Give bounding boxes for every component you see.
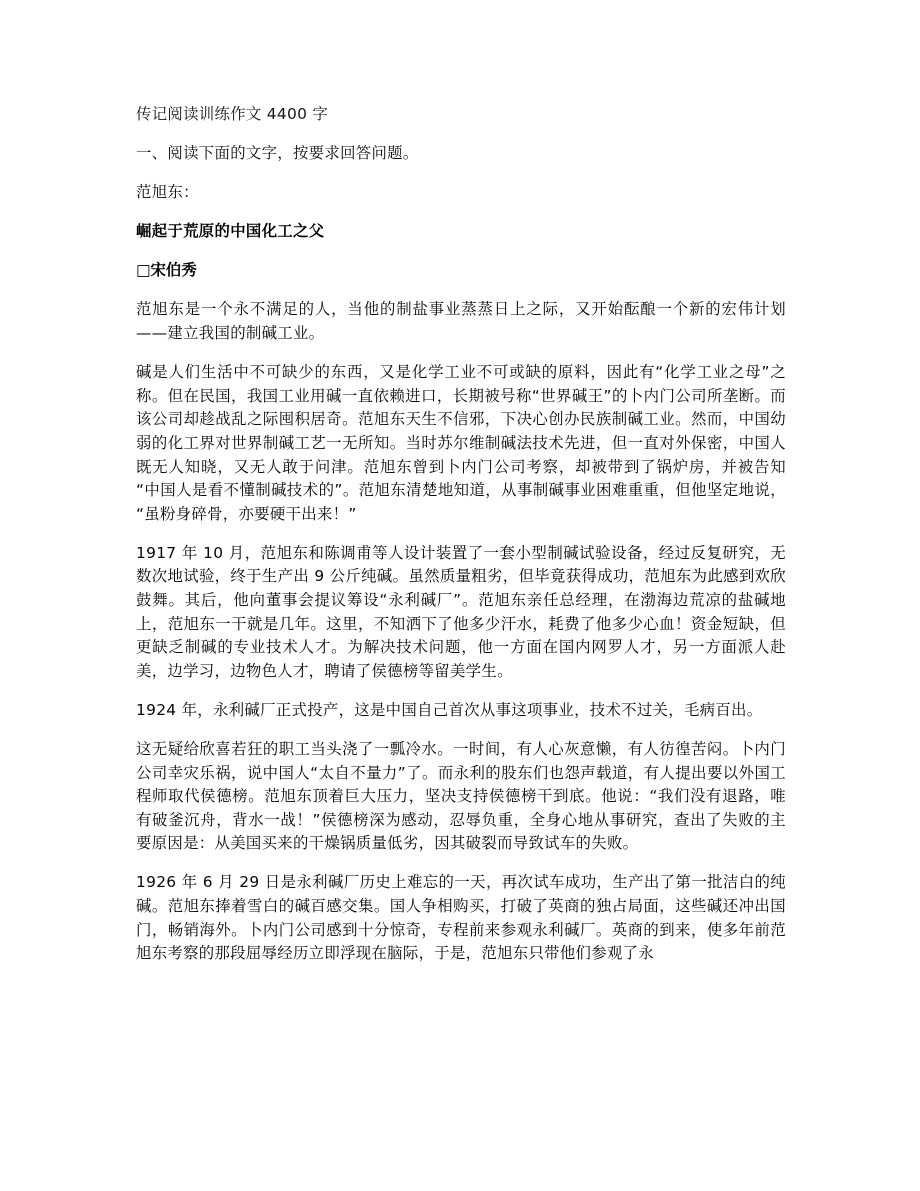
- section-heading: 一、阅读下面的文字，按要求回答问题。: [136, 144, 419, 163]
- document-text-column: [136, 103, 786, 966]
- subject-name: 范旭东：: [136, 183, 199, 202]
- body-paragraph-4: 1924 年，永利碱厂正式投产，这是中国自己首次从事这项事业，技术不过关，毛病百出。: [136, 700, 763, 719]
- body-paragraph-3: 1917 年 10 月，范旭东和陈调甫等人设计装置了一套小型制碱试验设备，经过反复研究，无数次地试验，终于生产出 9 公斤纯碱。虽然质量粗劣，但毕竟获得成功，范旭东为此感到欢欣鼓舞。其后，他向董事会提议筹设“永利碱厂”。范旭东亲任总经理，在渤海边荒凉的盐碱地上，范旭东一干就是几年。这里，不知洒下了他多少汗水，耗费了他多少心血！资金短缺，但更缺乏制碱的专业技术人才。为解决技术问题，他一方面在国内网罗人才，另一方面派人赴美，边学习，边物色人才，聘请了侯德榜等留美学生。: [136, 543, 786, 680]
- body-paragraph-1: 范旭东是一个永不满足的人，当他的制盐事业蒸蒸日上之际，又开始酝酿一个新的宏伟计划——建立我国的制碱工业。: [136, 300, 786, 343]
- body-paragraph-2: 碱是人们生活中不可缺少的东西，又是化学工业不可或缺的原料，因此有“化学工业之母”之称。但在民国，我国工业用碱一直依赖进口，长期被号称“世界碱王”的卜内门公司所垄断。而该公司却趁战乱之际囤积居奇。范旭东天生不信邪，下决心创办民族制碱工业。然而，中国幼弱的化工界对世界制碱工艺一无所知。当时苏尔维制碱法技术先进，但一直对外保密，中国人既无人知晓，又无人敢于问津。范旭东曾到卜内门公司考察，却被带到了锅炉房，并被告知“中国人是看不懂制碱技术的”。范旭东清楚地知道，从事制碱事业困难重重，但他坚定地说，“虽粉身碎骨，亦要硬干出来！”: [136, 363, 786, 523]
- article-title: 崛起于荒原的中国化工之父: [136, 222, 325, 241]
- body-paragraph-6: 1926 年 6 月 29 日是永利碱厂历史上难忘的一天，再次试车成功，生产出了第一批洁白的纯碱。范旭东捧着雪白的碱百感交集。国人争相购买，打破了英商的独占局面，这些碱还冲出国门，畅销海外。卜内门公司感到十分惊奇，专程前来参观永利碱厂。英商的到来，使多年前范旭东考察的那段屈辱经历立即浮现在脑际，于是，范旭东只带他们参观了永: [136, 873, 786, 963]
- document-title: 传记阅读训练作文 4400 字: [136, 105, 329, 123]
- body-paragraph-5: 这无疑给欣喜若狂的职工当头浇了一瓢冷水。一时间，有人心灰意懒，有人彷徨苦闷。卜内门公司幸灾乐祸，说中国人“太自不量力”了。而永利的股东们也怨声载道，有人提出要以外国工程师取代侯德榜。范旭东顶着巨大压力，坚决支持侯德榜干到底。他说：“我们没有退路，唯有破釜沉舟，背水一战！”侯德榜深为感动，忍辱负重，全身心地从事研究，查出了失败的主要原因是：从美国买来的干燥锅质量低劣，因其破裂而导致试车的失败。: [136, 739, 786, 853]
- article-byline: □宋伯秀: [136, 261, 197, 280]
